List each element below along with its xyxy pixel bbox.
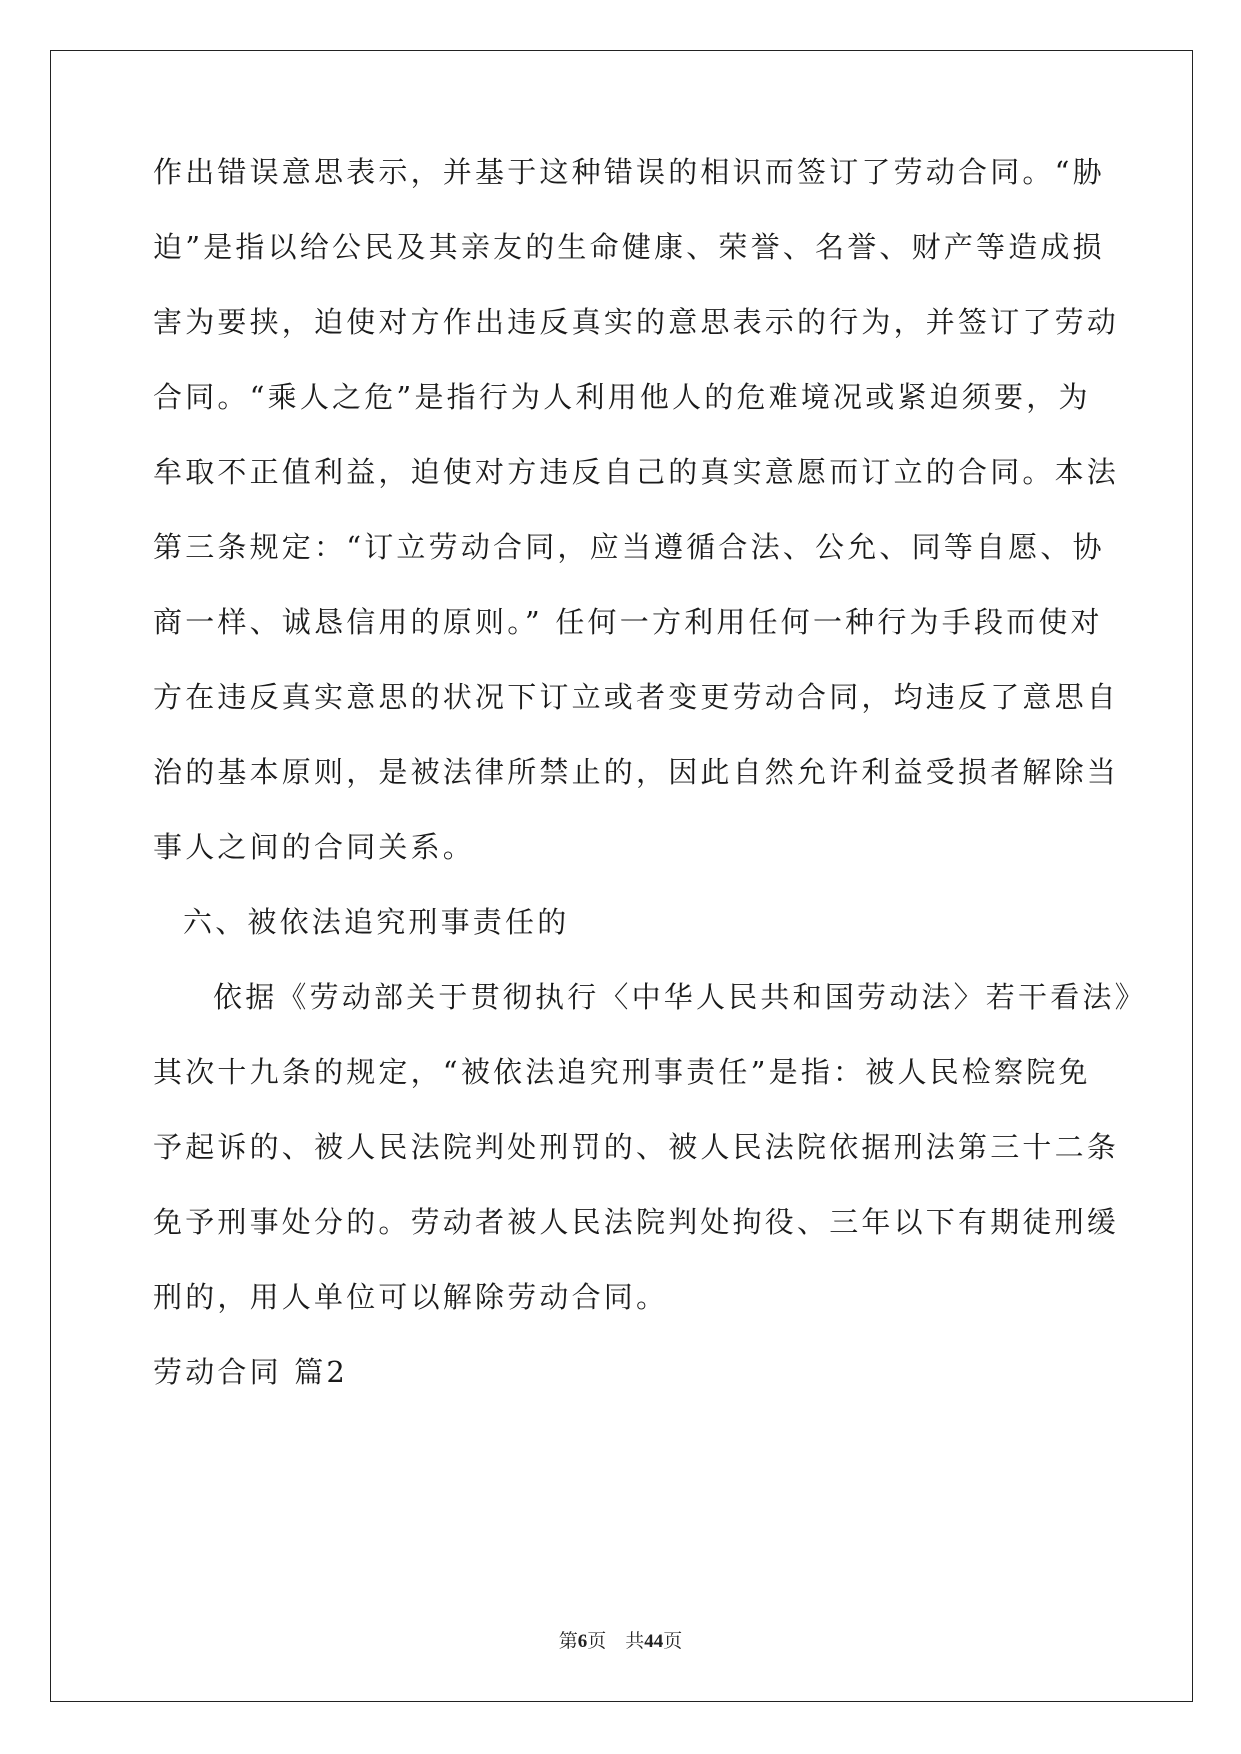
section-title: 劳动合同 篇2 <box>153 1355 349 1389</box>
text-line: 依据《劳动部关于贯彻执行〈中华人民共和国劳动法〉若干看法》 <box>213 980 1147 1014</box>
text-line: 刑的，用人单位可以解除劳动合同。 <box>153 1280 669 1314</box>
text-line: 作出错误意思表示，并基于这种错误的相识而签订了劳动合同。“胁 <box>153 155 1105 189</box>
text-line: 治的基本原则，是被法律所禁止的，因此自然允许利益受损者解除当 <box>153 755 1120 789</box>
footer-suffix: 页 <box>663 1631 683 1652</box>
footer-page-number: 6 <box>577 1631 588 1652</box>
page-footer <box>0 1626 1241 1653</box>
text-line: 第三条规定：“订立劳动合同，应当遵循合法、公允、同等自愿、协 <box>153 530 1105 564</box>
section-heading: 六、被依法追究刑事责任的 <box>183 905 570 939</box>
text-line: 免予刑事处分的。劳动者被人民法院判处拘役、三年以下有期徒刑缓 <box>153 1205 1120 1239</box>
footer-mid: 页 共 <box>587 1631 645 1652</box>
text-line: 害为要挟，迫使对方作出违反真实的意思表示的行为，并签订了劳动 <box>153 305 1120 339</box>
text-line: 其次十九条的规定，“被依法追究刑事责任”是指：被人民检察院免 <box>153 1055 1091 1089</box>
text-line: 牟取不正值利益，迫使对方违反自己的真实意愿而订立的合同。本法 <box>153 455 1120 489</box>
page-border <box>50 50 1193 1702</box>
text-line: 迫”是指以给公民及其亲友的生命健康、荣誉、名誉、财产等造成损 <box>153 230 1105 264</box>
text-line: 合同。“乘人之危”是指行为人利用他人的危难境况或紧迫须要，为 <box>153 380 1091 414</box>
footer-prefix: 第 <box>558 1631 578 1652</box>
footer-total-pages: 44 <box>644 1631 664 1652</box>
text-line: 事人之间的合同关系。 <box>153 830 476 864</box>
text-line: 予起诉的、被人民法院判处刑罚的、被人民法院依据刑法第三十二条 <box>153 1130 1120 1164</box>
text-line: 方在违反真实意思的状况下订立或者变更劳动合同，均违反了意思自 <box>153 680 1120 714</box>
text-line: 商一样、诚恳信用的原则。” 任何一方利用任何一种行为手段而使对 <box>153 605 1103 639</box>
